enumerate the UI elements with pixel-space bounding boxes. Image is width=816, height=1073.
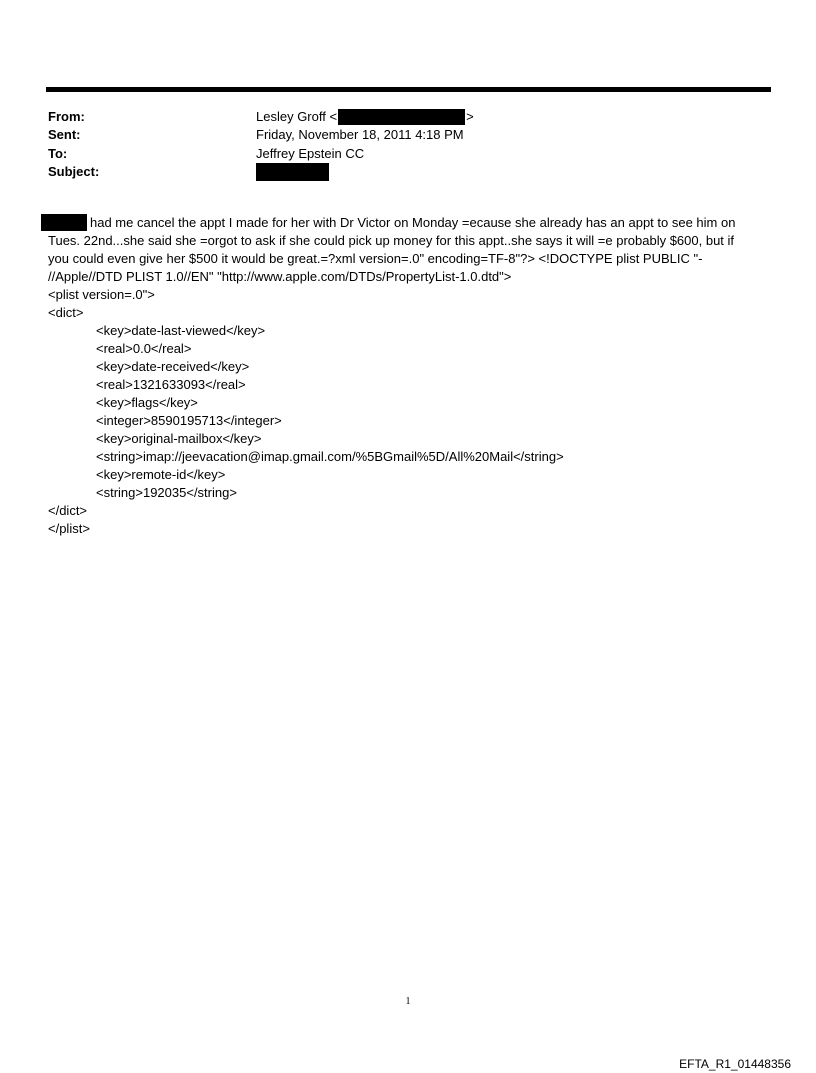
plist-line: <real>0.0</real> xyxy=(96,341,192,357)
header-rule xyxy=(46,87,771,92)
plist-line: <string>imap://jeevacation@imap.gmail.com/%5BGmail%5D/All%20Mail</string> xyxy=(96,449,564,465)
email-body xyxy=(48,214,760,538)
body-line: you could even give her $500 it would be great.=?xml version=.0" encoding=TF-8"?> <!DOCTYPE plist PUBLIC "- xyxy=(48,251,703,267)
to-value: Jeffrey Epstein CC xyxy=(256,146,365,161)
document-id: EFTA_R1_01448356 xyxy=(679,1057,791,1071)
redacted-email-block xyxy=(338,109,465,125)
body-line-text: had me cancel the appt I made for her with Dr Victor on Monday =ecause she already has an appt to see him on xyxy=(90,215,736,230)
sent-value: Friday, November 18, 2011 4:18 PM xyxy=(256,127,464,142)
plist-line: <string>192035</string> xyxy=(96,485,237,501)
body-line: Tues. 22nd...she said she =orgot to ask if she could pick up money for this appt..she says it will =e probably $600, but if xyxy=(48,233,735,249)
dict-open-tag: <dict> xyxy=(48,305,84,321)
from-label: From: xyxy=(48,109,85,124)
plist-line: <key>original-mailbox</key> xyxy=(96,431,262,447)
plist-line: <key>remote-id</key> xyxy=(96,467,226,483)
plist-line: <integer>8590195713</integer> xyxy=(96,413,282,429)
subject-label: Subject: xyxy=(48,164,100,179)
from-value xyxy=(256,108,474,126)
plist-line: <key>flags</key> xyxy=(96,395,198,411)
body-line xyxy=(48,214,760,232)
plist-line: <key>date-last-viewed</key> xyxy=(96,323,266,339)
to-label: To: xyxy=(48,146,68,161)
page-number: 1 xyxy=(405,996,411,1007)
sender-name: Lesley Groff < xyxy=(256,109,338,124)
plist-line: <real>1321633093</real> xyxy=(96,377,246,393)
sent-label: Sent: xyxy=(48,127,81,142)
plist-open-tag: <plist version=.0"> xyxy=(48,287,155,303)
redacted-name-block xyxy=(41,214,87,231)
dict-close-tag: </dict> xyxy=(48,503,88,519)
sender-email-close: > xyxy=(466,109,474,124)
redacted-subject-block xyxy=(256,163,329,181)
plist-line: <key>date-received</key> xyxy=(96,359,250,375)
plist-close-tag: </plist> xyxy=(48,521,90,537)
body-line: //Apple//DTD PLIST 1.0//EN" "http://www.apple.com/DTDs/PropertyList-1.0.dtd"> xyxy=(48,269,512,285)
